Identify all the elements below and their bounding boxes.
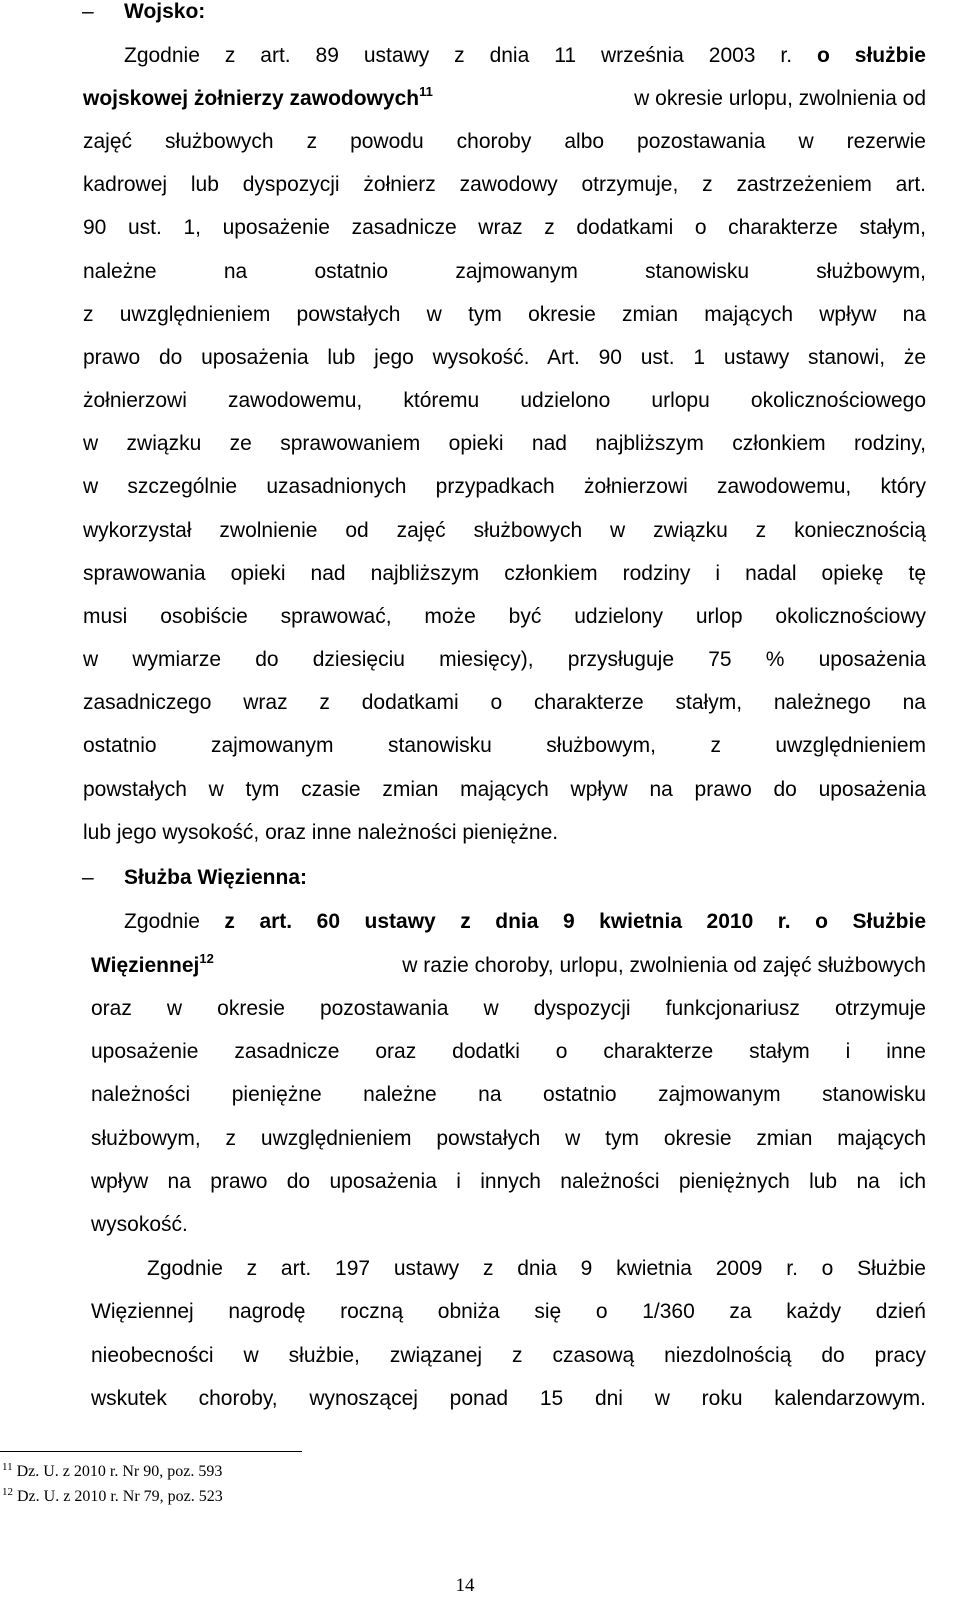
footnote-number: 12 bbox=[2, 1486, 13, 1498]
paragraph-line: kadrowej lub dyspozycji żołnierz zawodowy otrzymuje, z zastrzeżeniem art. bbox=[83, 173, 926, 196]
paragraph-line: musi osobiście sprawować, może być udzielony urlop okolicznościowy bbox=[83, 605, 926, 628]
paragraph-line: służbowym, z uwzględnieniem powstałych w tym okresie zmian mających bbox=[91, 1127, 926, 1150]
footnote-12 bbox=[2, 1487, 223, 1507]
paragraph-line: w szczególnie uzasadnionych przypadkach żołnierzowi zawodowemu, który bbox=[83, 475, 926, 498]
footnote-text: Dz. U. z 2010 r. Nr 90, poz. 593 bbox=[16, 1463, 223, 1480]
paragraph-line: oraz w okresie pozostawania w dyspozycji funkcjonariusz otrzymuje bbox=[91, 997, 926, 1020]
paragraph-line: w wymiarze do dziesięciu miesięcy), przysługuje 75 % uposażenia bbox=[83, 648, 926, 671]
paragraph-line: lub jego wysokość, oraz inne należności pieniężne. bbox=[83, 821, 559, 844]
paragraph-line: Więziennej nagrodę roczną obniża się o 1/360 za każdy dzień bbox=[91, 1300, 926, 1323]
paragraph-line: Zgodnie z art. 197 ustawy z dnia 9 kwietnia 2009 r. o Służbie bbox=[147, 1257, 926, 1280]
paragraph-line: zasadniczego wraz z dodatkami o charakterze stałym, należnego na bbox=[83, 691, 926, 714]
footnote-separator bbox=[0, 1451, 302, 1452]
footnote-11 bbox=[2, 1462, 222, 1482]
paragraph-line: powstałych w tym czasie zmian mających wpływ na prawo do uposażenia bbox=[83, 778, 926, 801]
paragraph-line: w związku ze sprawowaniem opieki nad najbliższym członkiem rodziny, bbox=[83, 432, 926, 455]
bold-run: Więziennej bbox=[91, 954, 200, 977]
footnote-number: 11 bbox=[2, 1461, 13, 1473]
paragraph-line: wykorzystał zwolnienie od zajęć służbowych w związku z koniecznością bbox=[83, 519, 926, 542]
paragraph-line: żołnierzowi zawodowemu, któremu udzielono urlopu okolicznościowego bbox=[83, 389, 926, 412]
paragraph-line: z uwzględnieniem powstałych w tym okresie zmian mających wpływ na bbox=[83, 303, 926, 326]
footnote-ref-11: 11 bbox=[419, 84, 433, 99]
section-heading-wojsko bbox=[124, 0, 205, 26]
paragraph-line: należne na ostatnio zajmowanym stanowisku służbowym, bbox=[83, 260, 926, 283]
list-dash: – bbox=[82, 866, 94, 889]
paragraph-line: wskutek choroby, wynoszącej ponad 15 dni w roku kalendarzowym. bbox=[91, 1387, 926, 1410]
paragraph-line bbox=[83, 85, 926, 113]
paragraph-line: ostatnio zajmowanym stanowisku służbowym, z uwzględnieniem bbox=[83, 734, 926, 757]
paragraph-line bbox=[91, 952, 926, 980]
paragraph-line: 90 ust. 1, uposażenie zasadnicze wraz z dodatkami o charakterze stałym, bbox=[83, 216, 926, 239]
text-run: w okresie urlopu, zwolnienia od bbox=[634, 87, 926, 110]
paragraph-line: wpływ na prawo do uposażenia i innych należności pieniężnych lub na ich bbox=[91, 1170, 926, 1193]
paragraph-line: wysokość. bbox=[91, 1213, 188, 1236]
footnote-ref-12: 12 bbox=[199, 951, 214, 966]
text-run: Zgodnie z art. 89 ustawy z dnia 11 września 2003 r. bbox=[124, 44, 818, 67]
text-run: Zgodnie bbox=[124, 910, 225, 933]
list-dash: – bbox=[82, 0, 94, 23]
paragraph-line: prawo do uposażenia lub jego wysokość. Art. 90 ust. 1 ustawy stanowi, że bbox=[83, 346, 926, 369]
paragraph-line: należności pieniężne należne na ostatnio zajmowanym stanowisku bbox=[91, 1083, 926, 1106]
bold-run: o służbie bbox=[817, 44, 926, 67]
footnote-text: Dz. U. z 2010 r. Nr 79, poz. 523 bbox=[17, 1488, 223, 1505]
bold-run: z art. 60 ustawy z dnia 9 kwietnia 2010 r. o Służbie bbox=[224, 910, 926, 933]
paragraph-line bbox=[124, 42, 926, 70]
section-heading-sluzba-wiezienna bbox=[124, 864, 307, 892]
paragraph-line: sprawowania opieki nad najbliższym członkiem rodziny i nadal opiekę tę bbox=[83, 562, 926, 585]
page-number: 14 bbox=[455, 1575, 475, 1596]
heading-text: Służba Więzienna: bbox=[124, 866, 308, 889]
heading-text: Wojsko: bbox=[124, 0, 206, 23]
paragraph-line: zajęć służbowych z powodu choroby albo pozostawania w rezerwie bbox=[83, 130, 926, 153]
paragraph-line: nieobecności w służbie, związanej z czasową niezdolnością do pracy bbox=[91, 1344, 926, 1367]
paragraph-line bbox=[124, 908, 926, 936]
paragraph-line: uposażenie zasadnicze oraz dodatki o charakterze stałym i inne bbox=[91, 1040, 926, 1063]
text-run: w razie choroby, urlopu, zwolnienia od zajęć służbowych bbox=[402, 954, 926, 977]
bold-run: wojskowej żołnierzy zawodowych bbox=[83, 87, 420, 110]
